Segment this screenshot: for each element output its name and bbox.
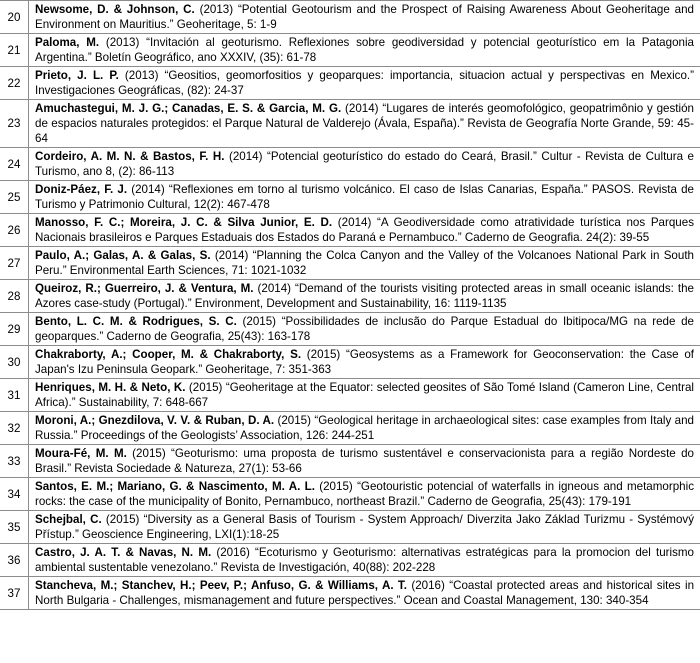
reference-authors: Moura-Fé, M. M. [35,447,127,460]
reference-authors: Schejbal, C. [35,513,102,526]
reference-row [0,313,700,346]
reference-number: 22 [0,67,29,100]
reference-citation [29,280,700,313]
reference-citation [29,34,700,67]
reference-details: (2015) “Diversity as a General Basis of Tourism - System Approach/ Diverzita Jako Základ Turizmu - Systémový Přístup.” Geoscience Engineering, LXI(1):18-25 [35,513,695,541]
reference-authors: Manosso, F. C.; Moreira, J. C. & Silva Junior, E. D. [35,216,333,229]
reference-details: (2015) “Geosystems as a Framework for Geoconservation: the Case of Japan's Izu Peninsula Geopark.” Geoheritage, 7: 351-363 [35,348,694,376]
reference-authors: Newsome, D. & Johnson, C. [35,3,195,16]
reference-row [0,379,700,412]
reference-row [0,544,700,577]
reference-row [0,478,700,511]
reference-row [0,346,700,379]
reference-row [0,148,700,181]
reference-number: 34 [0,478,29,511]
reference-number: 23 [0,100,29,148]
reference-number: 36 [0,544,29,577]
reference-details: (2014) “Reflexiones em torno al turismo volcánico. El caso de Islas Canarias, España.” PASOS. Revista de Turismo y Patrimonio Cultural, 12(2): 467-478 [35,183,694,211]
reference-citation [29,1,700,34]
reference-details: (2014) “Planning the Colca Canyon and the Valley of the Volcanoes National Park in South Peru.” Environmental Earth Sciences, 71: 1021-1032 [35,249,694,277]
reference-number: 28 [0,280,29,313]
reference-authors: Stancheva, M.; Stanchev, H.; Peev, P.; Anfuso, G. & Williams, A. T. [35,579,407,592]
reference-number: 27 [0,247,29,280]
reference-row [0,100,700,148]
reference-citation [29,181,700,214]
reference-row [0,214,700,247]
reference-authors: Queiroz, R.; Guerreiro, J. & Ventura, M. [35,282,254,295]
reference-citation [29,544,700,577]
reference-authors: Bento, L. C. M. & Rodrigues, S. C. [35,315,237,328]
reference-citation [29,148,700,181]
reference-details: (2016) “Ecoturismo y Geoturismo: alternativas estratégicas para la promocion del turismo ambiental sustentable venezolano.” Revista de Investigación, 40(88): 202-228 [35,546,694,574]
reference-authors: Moroni, A.; Gnezdilova, V. V. & Ruban, D. A. [35,414,275,427]
reference-row [0,181,700,214]
reference-number: 37 [0,577,29,610]
reference-authors: Doniz-Páez, F. J. [35,183,128,196]
reference-number: 30 [0,346,29,379]
reference-citation [29,445,700,478]
reference-details: (2014) “Lugares de interés geomofológico, geopatrimônio y gestión de espacios naturales protegidos: el Parque Natural de Valderejo (Ávala, España).” Revista de Geografía Norte Grande, 59: 45-64 [35,102,694,145]
reference-authors: Chakraborty, A.; Cooper, M. & Chakraborty, S. [35,348,302,361]
reference-details: (2015) “Geotouristic potencial of waterfalls in igneous and metamorphic rocks: the case of the municipality of Bonito, Pernambuco, northeast Brazil.” Caderno de Geografia, 25(43): 179-191 [35,480,694,508]
reference-details: (2015) “Geoheritage at the Equator: selected geosites of São Tomé Island (Cameron Line, Central Africa).” Sustainability, 7: 648-667 [35,381,694,409]
reference-row [0,34,700,67]
reference-number: 21 [0,34,29,67]
reference-number: 29 [0,313,29,346]
reference-citation [29,511,700,544]
reference-details: (2013) “Invitación al geoturismo. Reflexiones sobre geodiversidad y potencial geoturístico em la Patagonia Argentina.” Boletín Geográfico, ano XXXIV, (35): 61-78 [35,36,694,64]
reference-citation [29,214,700,247]
reference-citation [29,379,700,412]
reference-details: (2014) “Potencial geoturístico do estado do Ceará, Brasil.” Cultur - Revista de Cultura e Turismo, ano 8, (2): 86-113 [35,150,694,178]
reference-authors: Paulo, A.; Galas, A. & Galas, S. [35,249,211,262]
reference-authors: Castro, J. A. T. & Navas, N. M. [35,546,212,559]
reference-row [0,445,700,478]
reference-citation [29,247,700,280]
reference-number: 33 [0,445,29,478]
reference-number: 24 [0,148,29,181]
reference-number: 31 [0,379,29,412]
reference-authors: Cordeiro, A. M. N. & Bastos, F. H. [35,150,225,163]
reference-authors: Santos, E. M.; Mariano, G. & Nascimento, M. A. L. [35,480,315,493]
reference-citation [29,313,700,346]
reference-row [0,67,700,100]
reference-citation [29,346,700,379]
reference-citation [29,412,700,445]
reference-authors: Henriques, M. H. & Neto, K. [35,381,186,394]
reference-details: (2015) “Geological heritage in archaeological sites: case examples from Italy and Russia.” Proceedings of the Geologists’ Association, 126: 244-251 [35,414,694,442]
reference-details: (2014) “A Geodiversidade como atratividade turística nos Parques Nacionais brasileiros e Parques Estaduais dos Estados do Paraná e Pernambuco.” Caderno de Geografia. 24(2): 39-55 [35,216,695,244]
reference-row [0,247,700,280]
reference-citation [29,478,700,511]
reference-details: (2013) “Potential Geotourism and the Prospect of Raising Awareness About Geoheritage and Environment on Mauritius.” Geoheritage, 5: 1-9 [35,3,694,31]
reference-authors: Amuchastegui, M. J. G.; Canadas, E. S. & Garcia, M. G. [35,102,342,115]
reference-number: 32 [0,412,29,445]
reference-number: 20 [0,1,29,34]
reference-authors: Paloma, M. [35,36,100,49]
reference-details: (2013) “Geositios, geomorfositios y geoparques: importancia, situacion actual y perspectivas en Mexico.” Investigaciones Geográficas, (82): 24-37 [35,69,695,97]
reference-number: 35 [0,511,29,544]
reference-row [0,280,700,313]
reference-citation [29,67,700,100]
reference-authors: Prieto, J. L. P. [35,69,119,82]
reference-number: 26 [0,214,29,247]
reference-details: (2015) “Geoturismo: uma proposta de turismo sustentável e conservacionista para a região Nordeste do Brasil.” Revista Sociedade & Natureza, 27(1): 53-66 [35,447,694,475]
reference-details: (2016) “Coastal protected areas and historical sites in North Bulgaria - Challenges, mismanagement and future perspectives.” Ocean and Coastal Management, 130: 340-354 [35,579,695,607]
reference-number: 25 [0,181,29,214]
reference-citation [29,100,700,148]
references-body [0,1,700,610]
reference-details: (2015) “Possibilidades de inclusão do Parque Estadual do Ibitipoca/MG na rede de geoparques.” Caderno de Geografia, 25(43): 163-178 [35,315,694,343]
reference-row [0,577,700,610]
reference-row [0,412,700,445]
reference-citation [29,577,700,610]
reference-row [0,1,700,34]
reference-details: (2014) “Demand of the tourists visiting protected areas in small oceanic islands: the Azores case-study (Portugal).” Environment, Development and Sustainability, 16: 1119-1135 [35,282,694,310]
reference-row [0,511,700,544]
